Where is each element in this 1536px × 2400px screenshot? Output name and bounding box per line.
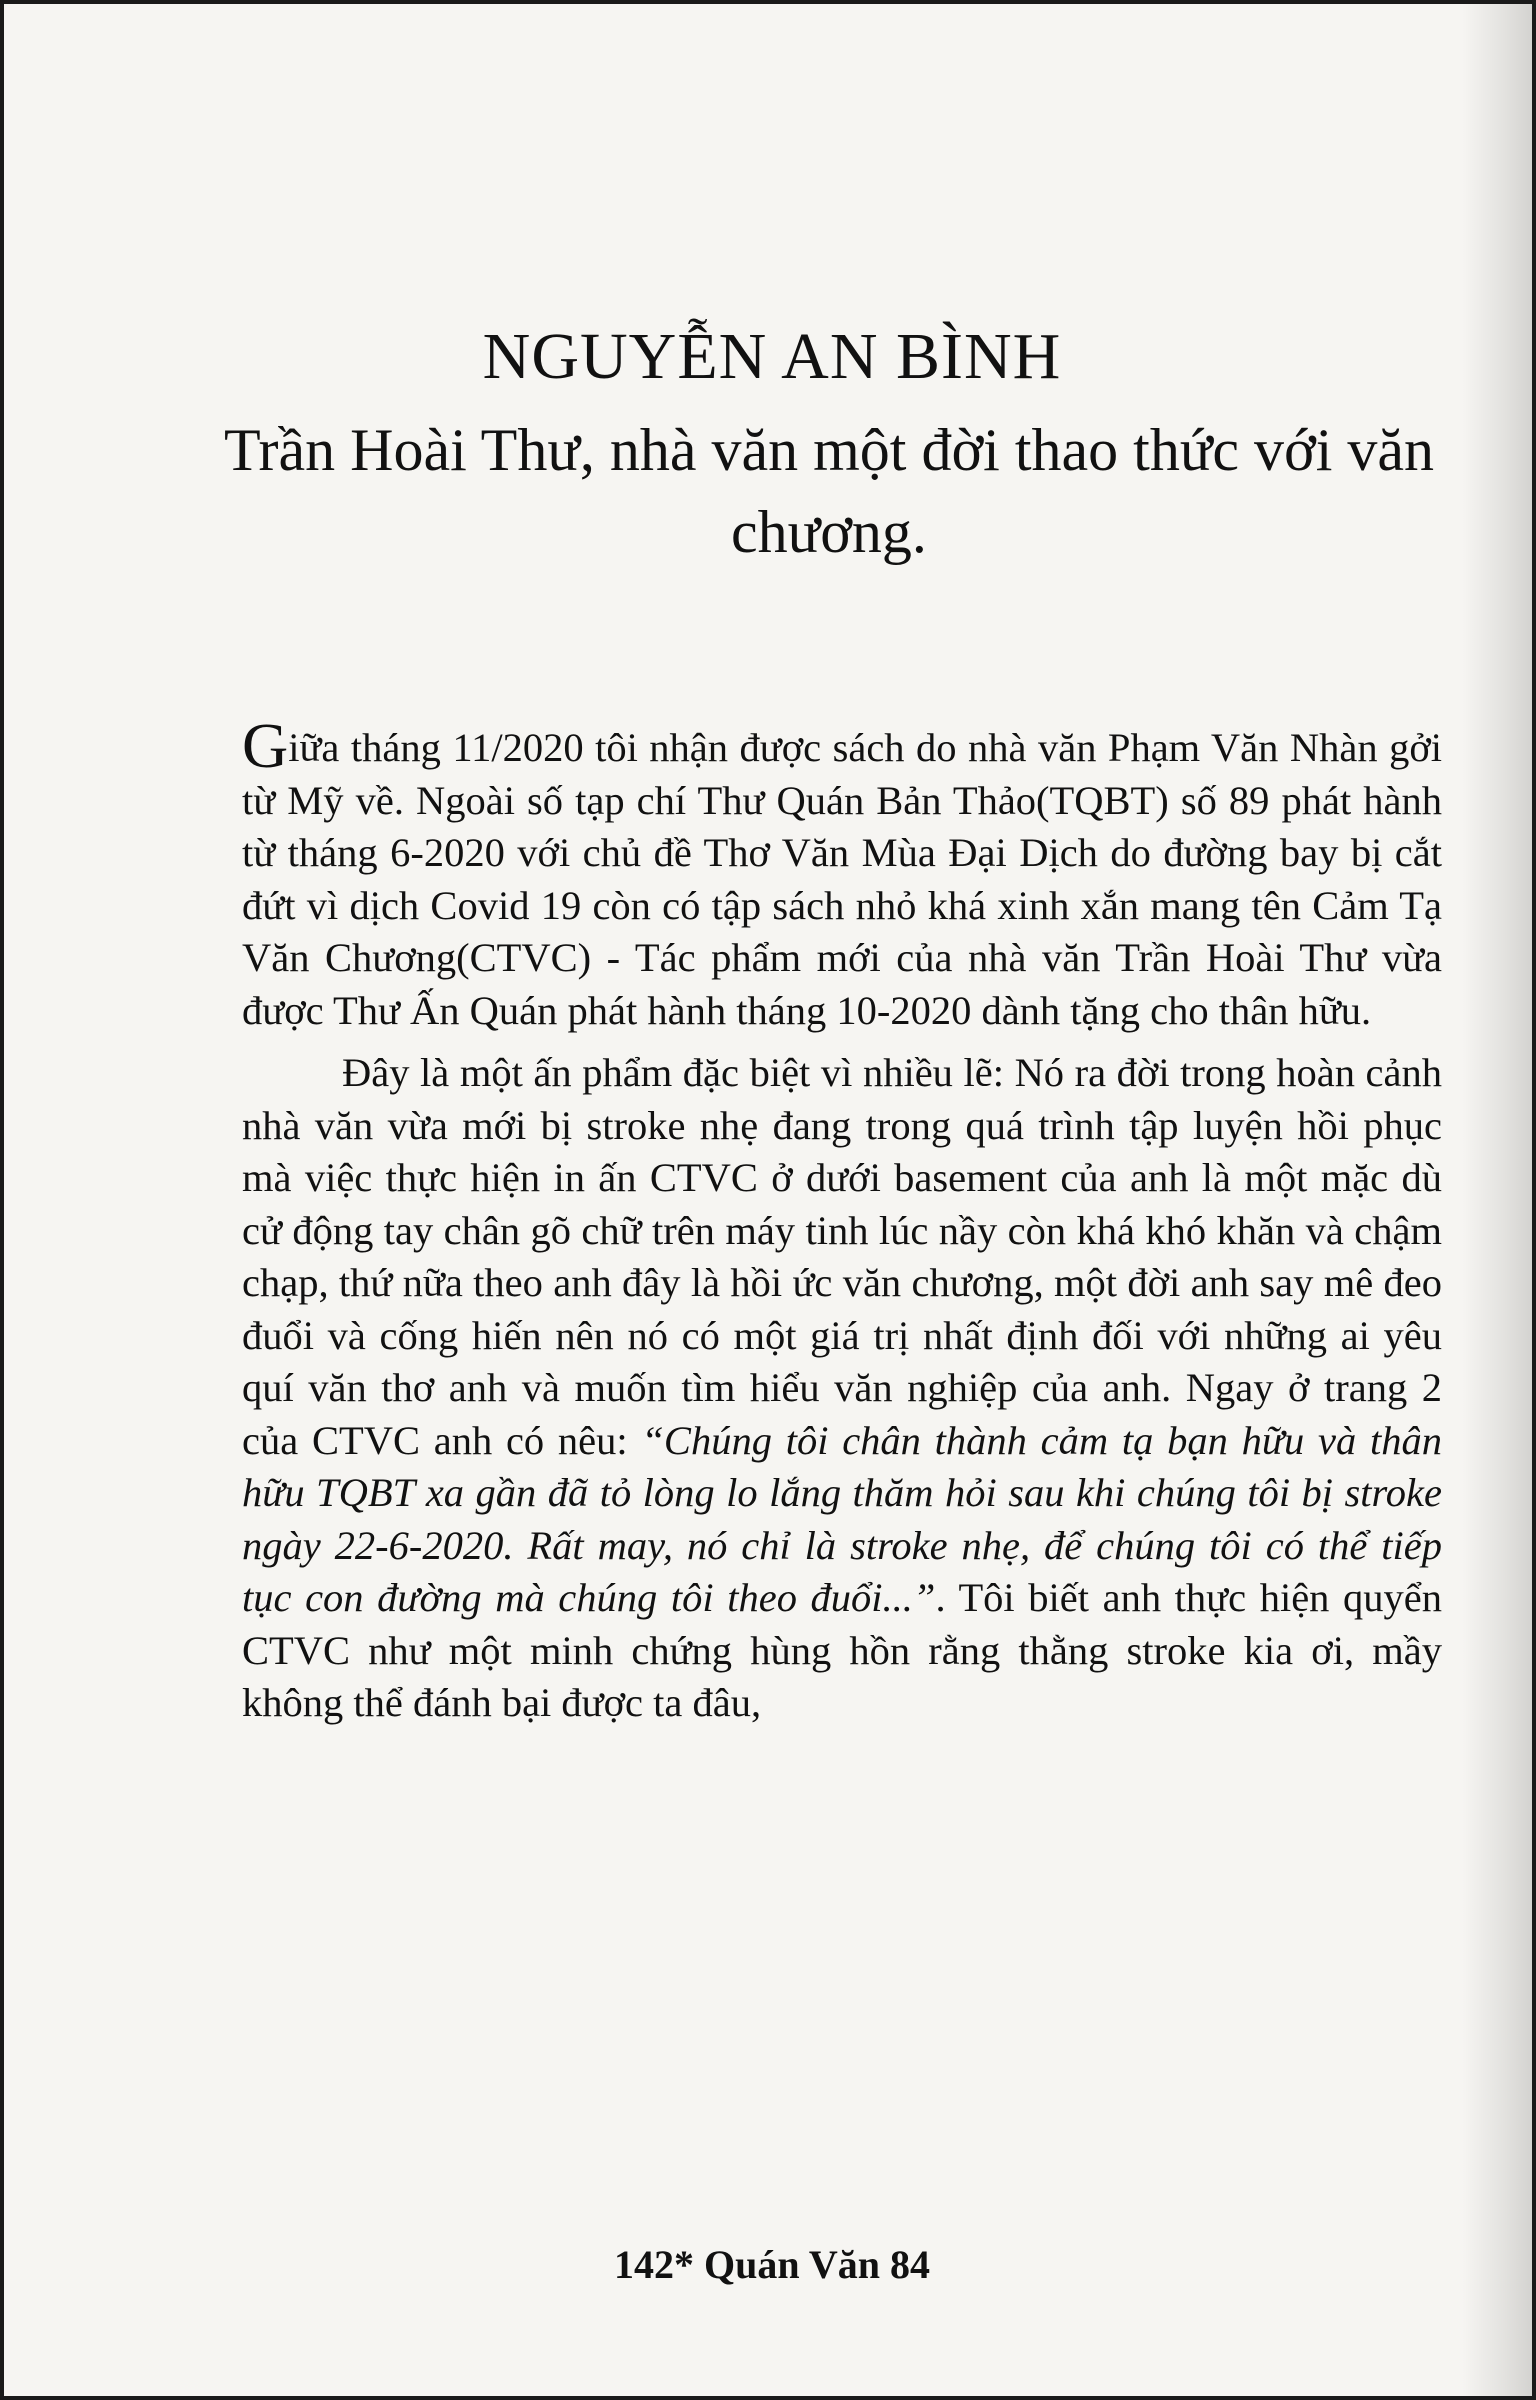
drop-cap: G <box>242 710 289 781</box>
article-title: Trần Hoài Thư, nhà văn một đời thao thức với văn chương. <box>223 417 1435 565</box>
paragraph-2-end: . Tôi biết anh thực hiện quyển CTVC như một minh chứng hùng hồn rằng thằng stroke kia ơi, mầy không thể đánh bại được ta đâu, <box>242 1575 1443 1725</box>
paragraph-1-text: iữa tháng 11/2020 tôi nhận được sách do nhà văn Phạm Văn Nhàn gởi từ Mỹ về. Ngoài số tạp chí Thư Quán Bản Thảo(TQBT) số 89 phát hành từ tháng 6-2020 với chủ đề Thơ Văn Mùa Đại Dịch do đường bay bị cắt đứt vì dịch Covid 19 còn có tập sách nhỏ khá xinh xắn mang tên Cảm Tạ Văn Chương(CTVC) - Tác phẩm mới của nhà văn Trần Hoài Thư vừa được Thư Ấn Quán phát hành tháng 10-2020 dành tặng cho thân hữu. <box>242 725 1442 1033</box>
paragraph-2-text: Đây là một ấn phẩm đặc biệt vì nhiều lẽ: Nó ra đời trong hoàn cảnh nhà văn vừa mới bị stroke nhẹ đang trong quá trình tập luyện hồi phục mà việc thực hiện in ấn CTVC ở dưới basement của anh là một mặc dù cử động tay chân gõ chữ trên máy tinh lúc nầy còn khá khó khăn và chậm chạp, thứ nữa theo anh đây là hồi ức văn chương, một đời anh say mê đeo đuổi và cống hiến nên nó có một giá trị nhất định đối với những ai yêu quí văn thơ anh và muốn tìm hiểu văn nghiệp của anh. Ngay ở trang 2 của CTVC anh có nêu: <box>242 1050 1442 1463</box>
page-footer: 142* Quán Văn 84 <box>613 2242 930 2287</box>
article-body <box>242 710 1443 1730</box>
paragraph-2-quote: “Chúng tôi chân thành cảm tạ bạn hữu và thân hữu TQBT xa gần đã tỏ lòng lo lắng thăm hỏi sau khi chúng tôi bị stroke ngày 22-6-2020. Rất may, nó chỉ là stroke nhẹ, để chúng tôi có thể tiếp tục con đường mà chúng tôi theo đuổi...” <box>242 1417 1442 1620</box>
paragraph-2 <box>242 1047 1442 1730</box>
paragraph-1 <box>242 710 1442 1037</box>
author-name: NGUYỄN AN BÌNH <box>482 320 1062 393</box>
